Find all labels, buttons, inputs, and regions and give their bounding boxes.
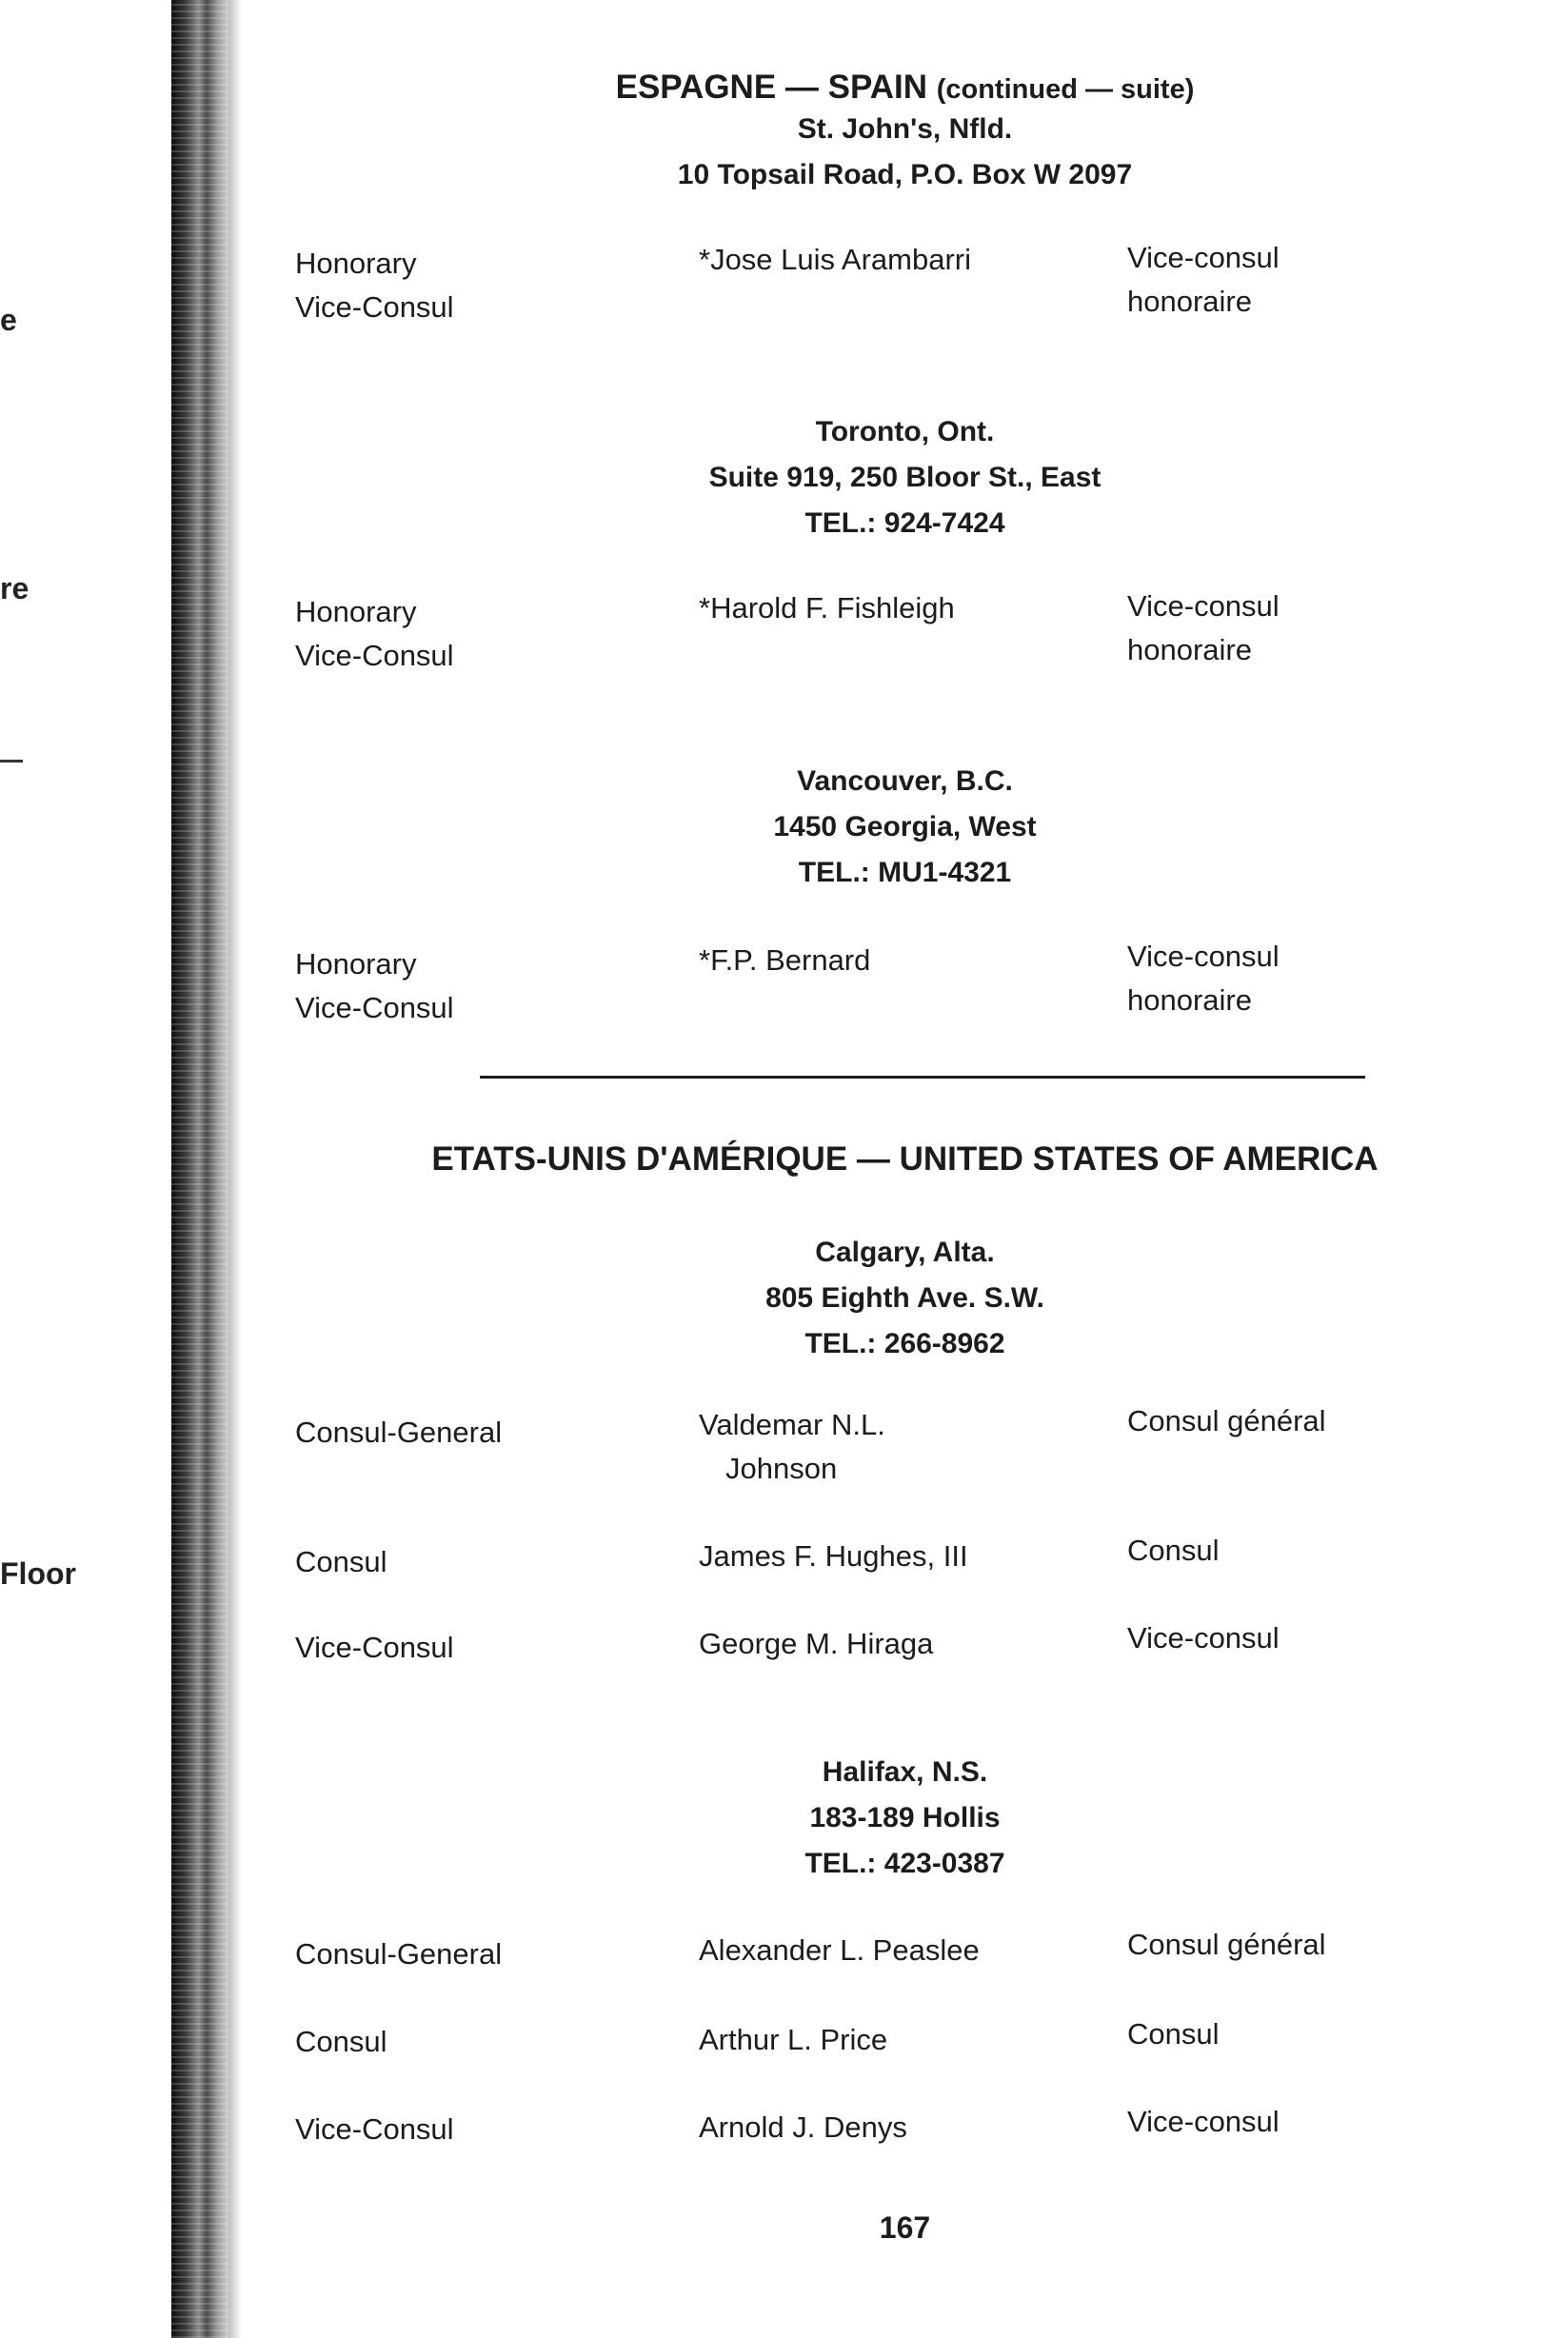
halifax-row-2-name: Arthur L. Price <box>699 2023 888 2056</box>
margin-fragment-e: e <box>0 303 17 337</box>
toronto-tel: TEL.: 924-7424 <box>804 507 1005 539</box>
title-fr-line: honoraire <box>1127 633 1252 666</box>
person-name: *Harold F. Fishleigh <box>699 591 955 624</box>
calgary-tel: TEL.: 266-8962 <box>804 1328 1005 1359</box>
calgary-row-1-title-fr: Consul général <box>1127 1404 1326 1437</box>
toronto-name <box>699 586 1099 630</box>
title-en-line: Vice-Consul <box>295 639 454 672</box>
halifax-row-2-title-en: Consul <box>295 2025 387 2058</box>
vancouver-name <box>699 939 1099 982</box>
margin-fragment-floor: Floor <box>0 1556 76 1591</box>
title-fr-line: Vice-consul <box>1127 241 1280 274</box>
vancouver-block <box>242 759 1568 896</box>
vancouver-tel: TEL.: MU1-4321 <box>798 857 1012 888</box>
title-en-line: Honorary <box>295 595 417 628</box>
halifax-row-3-title-fr: Vice-consul <box>1127 2105 1280 2138</box>
spain-continued: (continued — suite) <box>936 74 1195 105</box>
facing-page-margin <box>0 0 171 2338</box>
calgary-row-2-name: James F. Hughes, III <box>699 1539 968 1573</box>
person-name: Valdemar N.L. <box>699 1408 885 1441</box>
spain-title: ESPAGNE — SPAIN <box>615 69 927 106</box>
calgary-row-1-title-en: Consul-General <box>295 1416 503 1449</box>
vancouver-address: 1450 Georgia, West <box>773 811 1037 842</box>
toronto-address: Suite 919, 250 Bloor St., East <box>708 462 1102 493</box>
halifax-row-1-title-en: Consul-General <box>295 1937 503 1971</box>
calgary-block <box>242 1230 1568 1367</box>
title-fr-line: Vice-consul <box>1127 940 1280 973</box>
halifax-block <box>242 1750 1568 1887</box>
vancouver-title-fr <box>1127 935 1470 1022</box>
vancouver-title-en <box>295 942 638 1030</box>
toronto-city: Toronto, Ont. <box>815 416 995 447</box>
vancouver-city: Vancouver, B.C. <box>797 765 1013 797</box>
section-divider <box>480 1076 1365 1079</box>
person-name: *F.P. Bernard <box>699 943 871 977</box>
halifax-tel: TEL.: 423-0387 <box>804 1848 1005 1879</box>
toronto-block <box>242 409 1568 546</box>
halifax-row-1-title-fr: Consul général <box>1127 1928 1326 1961</box>
halifax-row-3-title-en: Vice-Consul <box>295 2112 454 2146</box>
st-johns-title-en <box>295 242 638 329</box>
title-fr-line: Vice-consul <box>1127 589 1280 623</box>
book-binding <box>171 0 228 2338</box>
halifax-row-1-name: Alexander L. Peaslee <box>699 1933 980 1967</box>
calgary-row-2-title-fr: Consul <box>1127 1534 1220 1567</box>
st-johns-name <box>699 238 1099 282</box>
document-page <box>242 0 1568 2338</box>
halifax-city: Halifax, N.S. <box>822 1756 988 1788</box>
st-johns-city: St. John's, Nfld. <box>797 113 1013 145</box>
title-fr-line: honoraire <box>1127 983 1252 1017</box>
toronto-title-fr <box>1127 584 1470 672</box>
person-name: *Jose Luis Arambarri <box>699 243 972 276</box>
halifax-address: 183-189 Hollis <box>809 1802 1001 1833</box>
title-en-line: Honorary <box>295 947 417 981</box>
binding-shadow <box>228 0 242 2338</box>
halifax-row-3-name: Arnold J. Denys <box>699 2110 907 2144</box>
toronto-title-en <box>295 590 638 678</box>
st-johns-block <box>242 107 1568 198</box>
title-en-line: Vice-Consul <box>295 991 454 1024</box>
title-fr-line: honoraire <box>1127 285 1252 318</box>
person-name: Johnson <box>725 1452 838 1485</box>
spain-heading <box>242 69 1568 107</box>
calgary-row-3-name: George M. Hiraga <box>699 1627 934 1660</box>
calgary-row-1-name <box>699 1403 1099 1491</box>
usa-heading: ETATS-UNIS D'AMÉRIQUE — UNITED STATES OF AMERICA <box>431 1140 1379 1178</box>
page-number: 167 <box>879 2210 931 2245</box>
calgary-city: Calgary, Alta. <box>815 1237 995 1268</box>
calgary-row-2-title-en: Consul <box>295 1545 387 1578</box>
calgary-row-3-title-en: Vice-Consul <box>295 1631 454 1664</box>
calgary-address: 805 Eighth Ave. S.W. <box>765 1282 1044 1314</box>
st-johns-address: 10 Topsail Road, P.O. Box W 2097 <box>677 159 1133 190</box>
margin-fragment-re: re <box>0 571 30 605</box>
title-en-line: Vice-Consul <box>295 290 454 324</box>
calgary-row-3-title-fr: Vice-consul <box>1127 1621 1280 1654</box>
st-johns-title-fr <box>1127 236 1470 324</box>
halifax-row-2-title-fr: Consul <box>1127 2017 1220 2051</box>
margin-dash <box>0 760 23 763</box>
title-en-line: Honorary <box>295 247 417 280</box>
